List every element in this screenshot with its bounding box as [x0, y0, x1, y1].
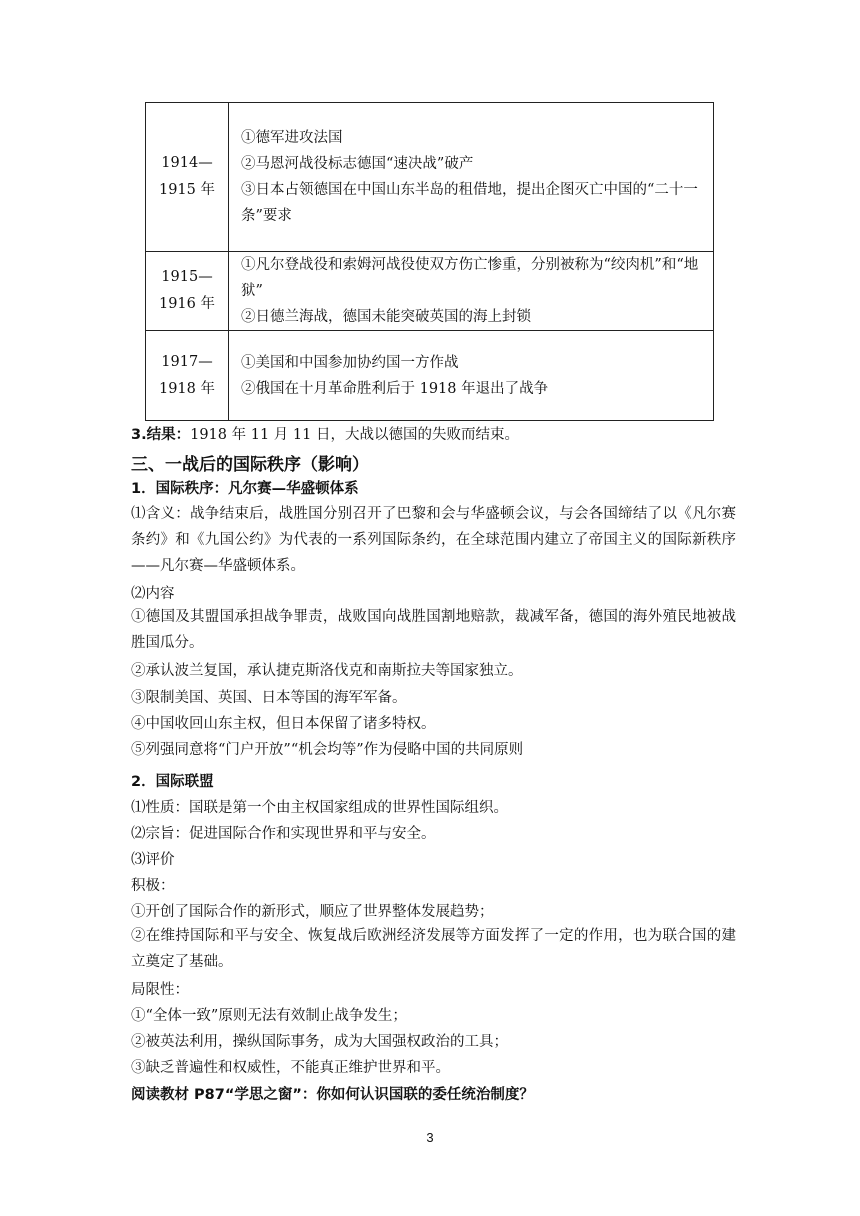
events-cell — [229, 252, 714, 331]
event-item: ②马恩河战役标志德国“速决战”破产 — [241, 156, 474, 172]
content-label: ⑵内容 — [131, 586, 175, 602]
table-row — [146, 331, 714, 421]
year-line: 1915 年 — [158, 182, 215, 198]
subsection-heading: 2．国际联盟 — [131, 774, 214, 790]
event-item: ②日德兰海战，德国未能突破英国的海上封锁 — [241, 309, 531, 325]
aim-line: ⑵宗旨：促进国际合作和实现世界和平与安全。 — [131, 826, 436, 842]
year-cell — [146, 331, 229, 421]
year-cell — [146, 252, 229, 331]
section-heading: 三、一战后的国际秩序（影响） — [131, 455, 369, 475]
page-number: 3 — [426, 1130, 434, 1145]
year-line: 1918 年 — [158, 380, 215, 397]
subsection-heading: 1．国际秩序：凡尔赛—华盛顿体系 — [131, 481, 359, 497]
events-cell — [229, 103, 714, 252]
event-item: ①凡尔登战役和索姆河战役使双方伤亡惨重，分别被称为“绞肉机”和“地狱” — [241, 257, 699, 299]
list-item: ①“全体一致”原则无法有效制止战争发生； — [131, 1008, 407, 1024]
list-item: ④中国收回山东主权，但日本保留了诸多特权。 — [131, 716, 436, 732]
event-item: ③日本占领德国在中国山东半岛的租借地，提出企图灭亡中国的“二十一条”要求 — [241, 182, 698, 224]
table-row — [146, 252, 714, 331]
result-label: 3.结果： — [131, 427, 191, 443]
limit-label: 局限性： — [131, 982, 189, 998]
event-item: ②俄国在十月革命胜利后于 1918 年退出了战争 — [241, 380, 549, 397]
events-cell — [229, 331, 714, 421]
year-line: 1914— — [161, 155, 213, 171]
list-item: ②被英法利用，操纵国际事务，成为大国强权政治的工具； — [131, 1034, 508, 1050]
year-line: 1916 年 — [158, 296, 215, 312]
list-item: ①德国及其盟国承担战争罪责，战败国向战胜国割地赔款，裁减军备，德国的海外殖民地被战胜国瓜分。 — [131, 609, 736, 651]
timeline-table — [145, 102, 714, 421]
list-item: ②在维持国际和平与安全、恢复战后欧洲经济发展等方面发挥了一定的作用，也为联合国的建立奠定了基础。 — [131, 928, 736, 970]
result-text: 1918 年 11 月 11 日，大战以德国的失败而结束。 — [190, 427, 519, 443]
event-item: ①美国和中国参加协约国一方作战 — [241, 354, 459, 371]
list-item: ①开创了国际合作的新形式，顺应了世界整体发展趋势； — [131, 904, 494, 920]
list-item: ②承认波兰复国，承认捷克斯洛伐克和南斯拉夫等国家独立。 — [131, 663, 523, 679]
nature-line: ⑴性质：国联是第一个由主权国家组成的世界性国际组织。 — [131, 800, 508, 816]
list-item: ③限制美国、英国、日本等国的海军军备。 — [131, 690, 407, 706]
year-line: 1917— — [161, 353, 213, 370]
positive-label: 积极： — [131, 878, 175, 894]
event-item: ①德军进攻法国 — [241, 130, 343, 146]
reading-question: 阅读教材 P87“学思之窗”：你如何认识国联的委任统治制度？ — [131, 1087, 534, 1103]
year-line: 1915— — [161, 269, 213, 285]
meaning-paragraph: ⑴含义：战争结束后，战胜国分别召开了巴黎和会与华盛顿会议，与会各国缔结了以《凡尔赛条约》和《九国公约》为代表的一系列国际条约，在全球范围内建立了帝国主义的国际新秩序——凡尔赛—华盛顿体系。 — [131, 506, 736, 574]
list-item: ⑤列强同意将“门户开放”“机会均等”作为侵略中国的共同原则 — [131, 742, 524, 758]
table-row — [146, 103, 714, 252]
year-cell — [146, 103, 229, 252]
list-item: ③缺乏普遍性和权威性，不能真正维护世界和平。 — [131, 1060, 450, 1076]
result-line — [131, 423, 519, 444]
eval-label: ⑶评价 — [131, 852, 175, 868]
